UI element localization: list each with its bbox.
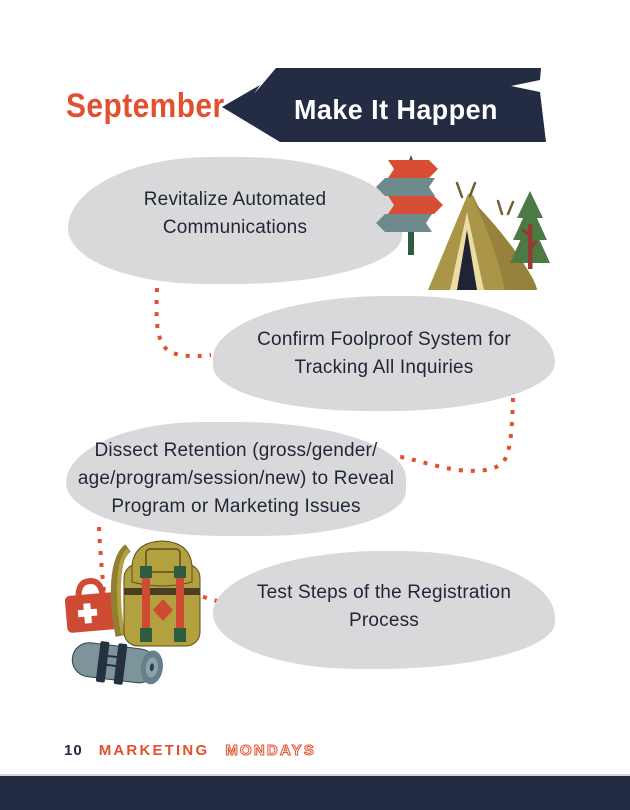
pine-tree-icon (510, 191, 550, 269)
month-label: September (66, 86, 225, 125)
task-text-line: age/program/session/new) to Reveal (77, 468, 395, 489)
task-text-line: Program or Marketing Issues (111, 496, 361, 517)
footer-bar (0, 774, 630, 810)
task-text-line: Process (348, 610, 420, 631)
task-text-line: Communications (162, 216, 308, 238)
signpost-icon (376, 155, 443, 255)
task-text-line: Revitalize Automated (143, 188, 327, 210)
banner-title: Make It Happen (294, 94, 498, 125)
task-blob-test-registration (213, 551, 555, 669)
page-number: 10 (64, 741, 83, 759)
footer-brand-marketing: MARKETING (98, 741, 210, 759)
task-text-line: Test Steps of the Registration (256, 582, 512, 603)
task-text-line: Tracking All Inquiries (294, 356, 474, 378)
task-blob-dissect-retention (66, 422, 406, 536)
task-text-line: Dissect Retention (gross/gender/ (94, 440, 378, 461)
footer (64, 740, 316, 760)
dotted-connector-1 (157, 288, 212, 356)
gear-illustration (58, 536, 208, 698)
task-text-line: Confirm Foolproof System for (257, 328, 511, 350)
task-blob-confirm-tracking (213, 296, 555, 411)
task-blob-revitalize-communications (68, 157, 402, 284)
backpack-icon (115, 541, 200, 646)
footer-brand-mondays: MONDAYS (225, 741, 317, 759)
campsite-illustration (372, 150, 552, 300)
